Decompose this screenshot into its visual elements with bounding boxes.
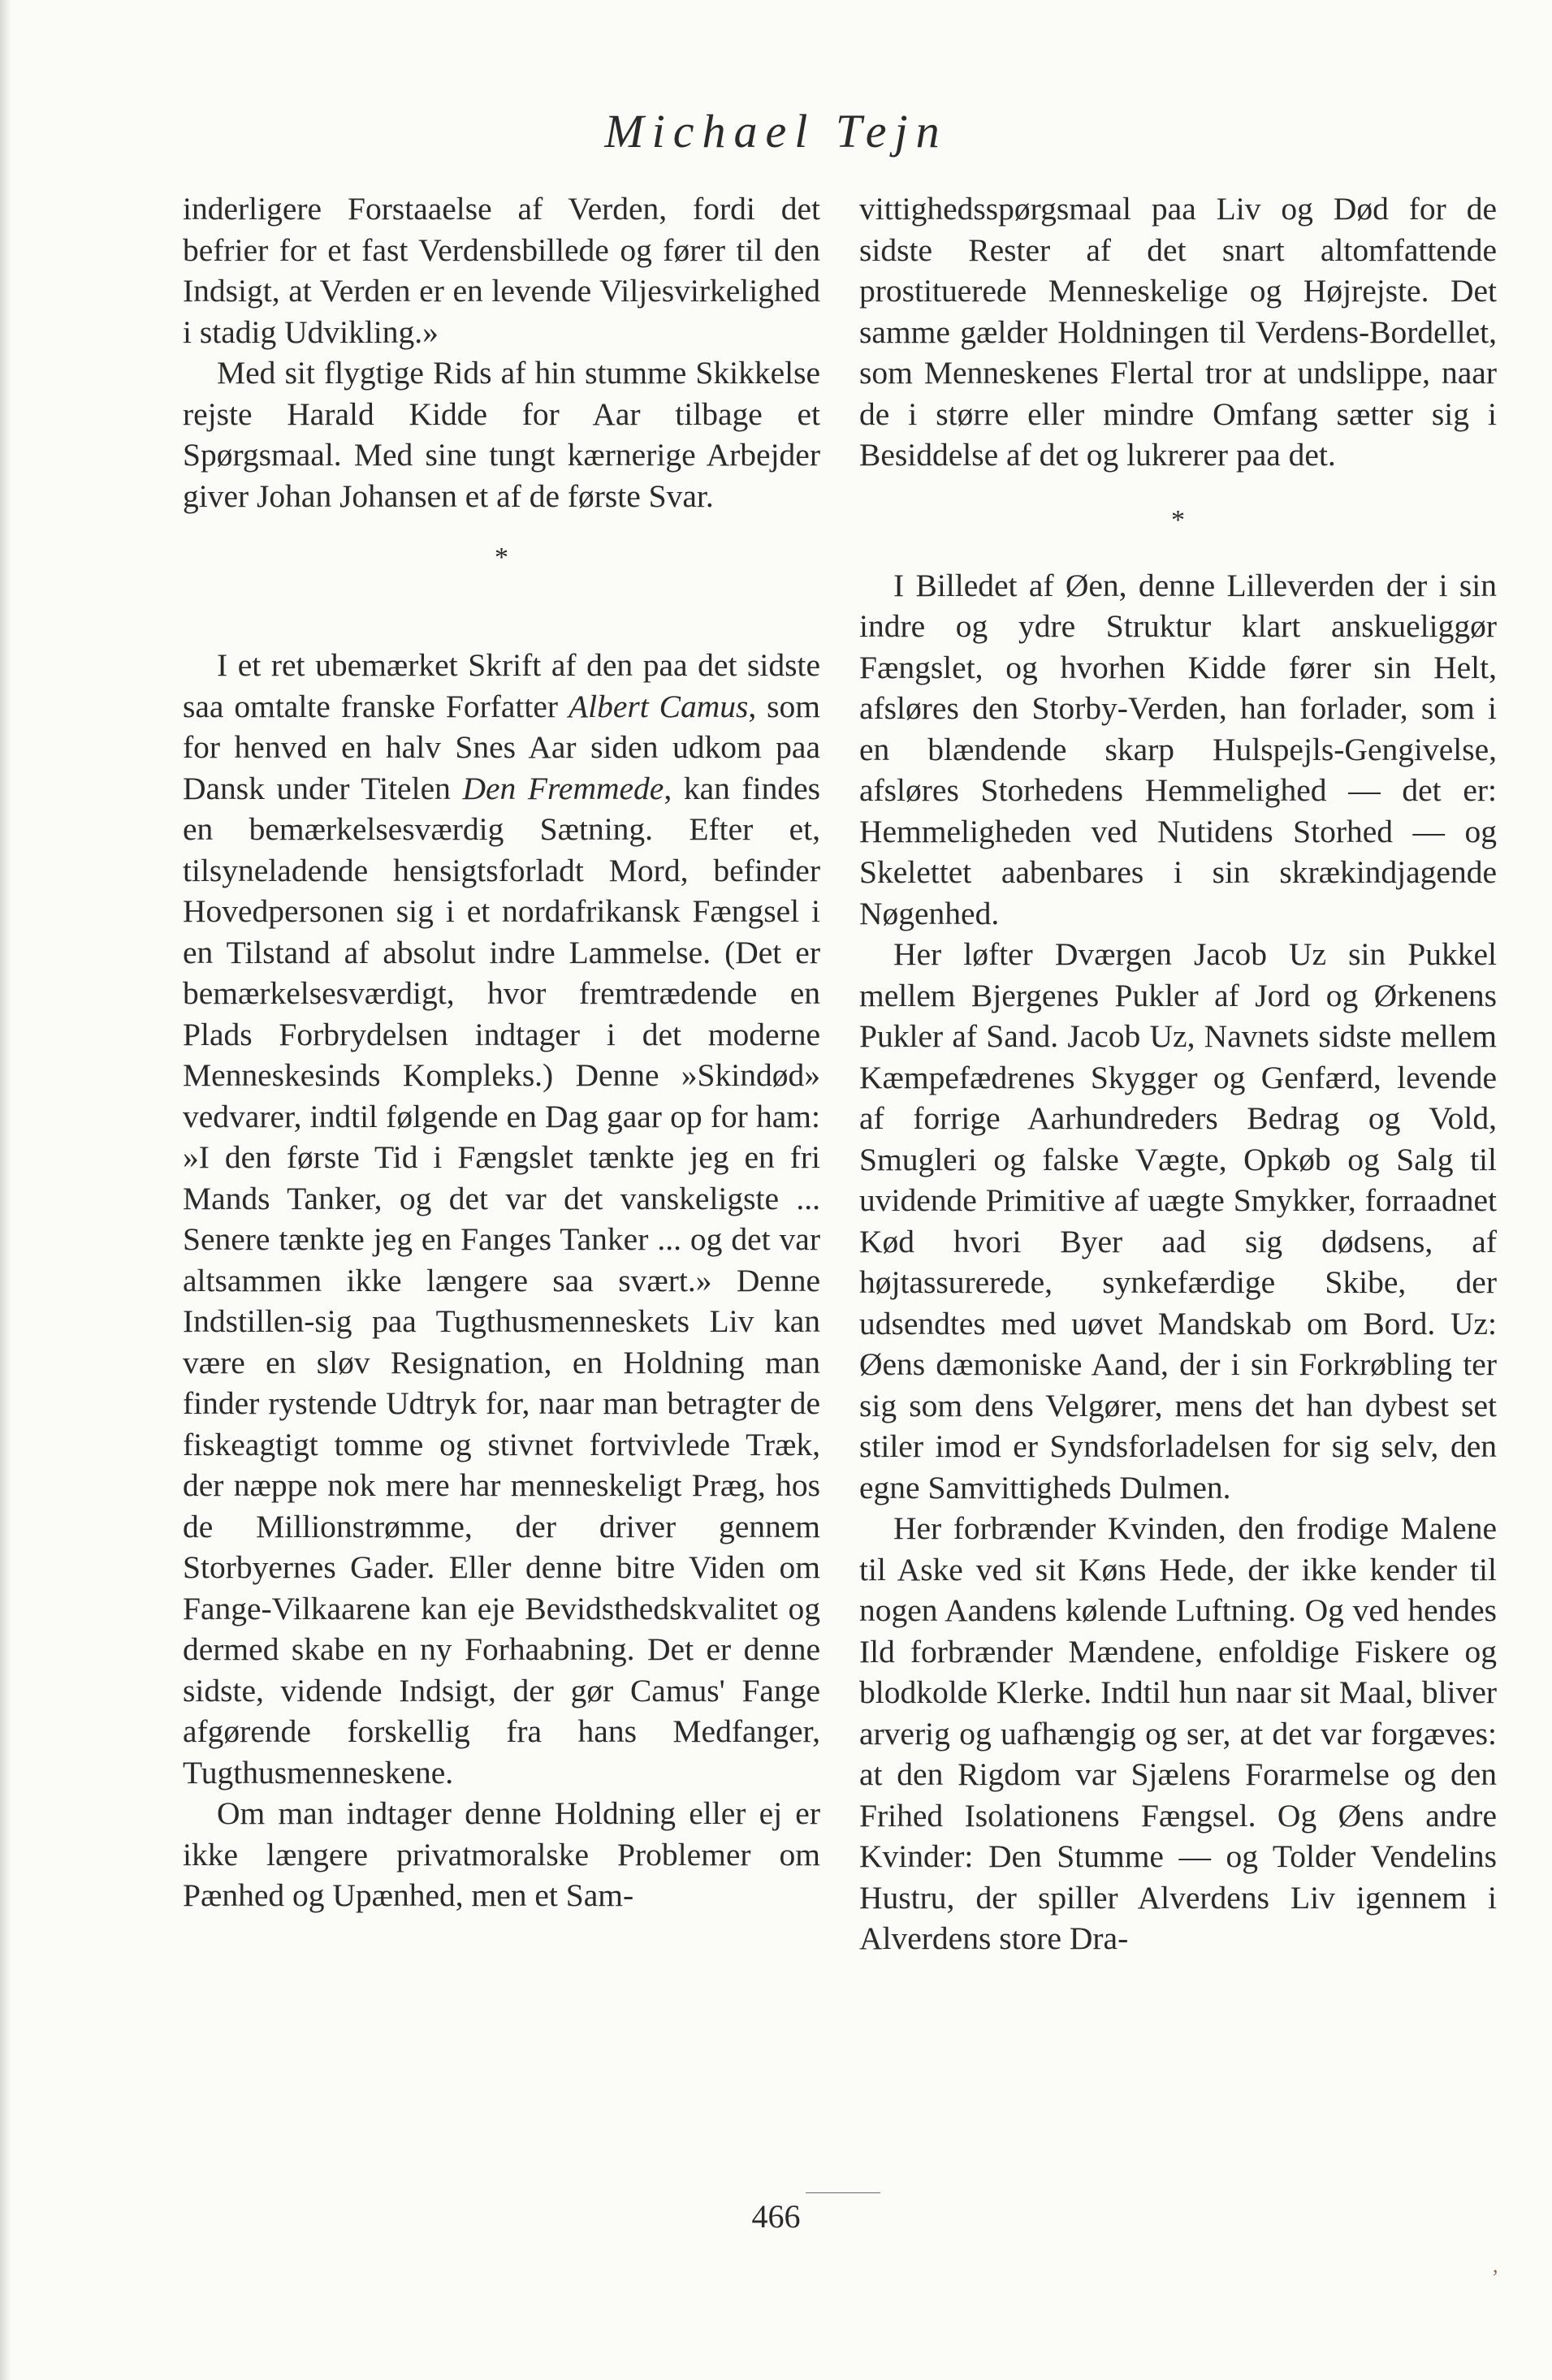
text-run: , kan findes en bemærkelsesværdig Sætning. Efter et, tilsyneladende hensigtsforladt Mord, befinder Hovedpersonen sig i et nordafrikansk Fængsel i en Tilstand af absolut indre Lammelse. (Det er bemærkelsesværdigt, hvor fremtrædende en Plads Forbrydelsen indtager i det moderne Menneskesinds Kompleks.) Denne »Skindød» vedvarer, indtil følgende en Dag gaar op for ham: »I den første Tid i Fængslet tænkte jeg en fri Mands Tanker, og det var det vanskeligste ... Senere tænkte jeg en Fanges Tanker ... og det var altsammen ikke længere saa svært.» Denne Indstillen-sig paa Tugthusmenneskets Liv kan være en sløv Resignation, en Holdning man finder rystende Udtryk for, naar man betragter de fiskeagtigt tomme og stivnet fortvivlede Træk, der næppe nok mere har menneskeligt Præg, hos de Millionstrømme, der driver gennem Storbyernes Gader. Eller denne bitre Viden om Fange-Vilkaarene kan eje Bevidsthedskvalitet og dermed skabe en ny Forhaabning. Det er denne sidste, vidende Indsigt, der gør Camus' Fange afgørende forskellig fra hans Medfanger, Tugthusmenneskene.: [183, 770, 820, 1790]
running-header: Michael Tejn: [604, 105, 948, 158]
paragraph: Her forbrænder Kvinden, den frodige Malene til Aske ved sit Køns Hede, der ikke kender til nogen Aandens kølende Luftning. Og ved hendes Ild forbrænder Mændene, enfoldige Fiskere og blodkolde Klerke. Indtil hun naar sit Maal, bliver arverig og uafhængig og ser, at det var forgæves: at den Rigdom var Sjælens Forarmelse og den Frihed Isolationens Fængsel. Og Øens andre Kvinder: Den Stumme — og Tolder Vendelins Hustru, der spiller Alverdens Liv igennem i Alverdens store Dra-: [859, 1510, 1497, 1956]
text-run: , som for henved en halv Snes Aar siden udkom paa Dansk under Titelen: [183, 688, 820, 806]
paragraph: I Billedet af Øen, denne Lilleverden der i sin indre og ydre Struktur klart anskueliggør Fængslet, og hvorhen Kidde fører sin Helt, afsløres den Storby-Verden, han forlader, som i en blændende skarp Hulspejls-Gengivelse, afsløres Storhedens Hemmelighed — det er: Hemmeligheden ved Nutidens Storhed — og Skelettet aabenbares i sin skrækindjagende Nøgenhed.: [859, 567, 1497, 931]
page-number: 466: [751, 2198, 801, 2235]
page-edge-shadow: [0, 0, 11, 2380]
paragraph: inderligere Forstaaelse af Verden, fordi det befrier for et fast Verdensbillede og fører til den Indsigt, at Verden er en levende Viljesvirkelighed i stadig Udvikling.»: [183, 191, 820, 350]
paragraph: [183, 645, 820, 1793]
right-column: [859, 188, 1497, 1959]
paragraph: vittighedsspørgsmaal paa Liv og Død for de sidste Rester af det snart altomfattende prostituerede Menneskelige og Højrejste. Det samme gælder Holdningen til Verdens-Bordellet, som Menneskenes Flertal tror at undslippe, naar de i større eller mindre Omfang sætter sig i Besiddelse af det og lukrerer paa det.: [859, 191, 1497, 473]
ink-speck: ,: [1493, 2253, 1498, 2277]
text-run: I et ret ubemærket Skrift af den paa det sidste saa omtalte franske Forfatter: [183, 647, 820, 724]
paragraph: Om man indtager denne Holdning eller ej er ikke længere privatmoralske Problemer om Pænhed og Upænhed, men et Sam-: [183, 1795, 820, 1913]
section-separator: *: [495, 542, 508, 572]
section-separator: *: [1171, 504, 1185, 535]
author-name: Albert Camus: [568, 688, 749, 724]
paragraph: Her løfter Dværgen Jacob Uz sin Pukkel mellem Bjergenes Pukler af Jord og Ørkenens Pukler af Sand. Jacob Uz, Navnets sidste mellem Kæmpefædrenes Skygger og Genfærd, levende af forrige Aarhundreders Bedrag og Vold, Smugleri og falske Vægte, Opkøb og Salg til uvidende Primitive af uægte Smykker, forraadnet Kød hvori Byer aad sig dødsens, af højtassurerede, synkefærdige Skibe, der udsendtes med uøvet Mandskab om Bord. Uz: Øens dæmoniske Aand, der i sin Forkrøbling ter sig som dens Velgører, mens det han dybest set stiler imod er Syndsforladelsen for sig selv, den egne Samvittigheds Dulmen.: [859, 936, 1497, 1505]
left-column: [183, 188, 820, 1916]
paragraph: Med sit flygtige Rids af hin stumme Skikkelse rejste Harald Kidde for Aar tilbage et Spørgsmaal. Med sine tungt kærnerige Arbejder giver Johan Johansen et af de første Svar.: [183, 355, 820, 514]
folio-rule: [806, 2192, 880, 2193]
book-title: Den Fremmede: [462, 770, 664, 806]
